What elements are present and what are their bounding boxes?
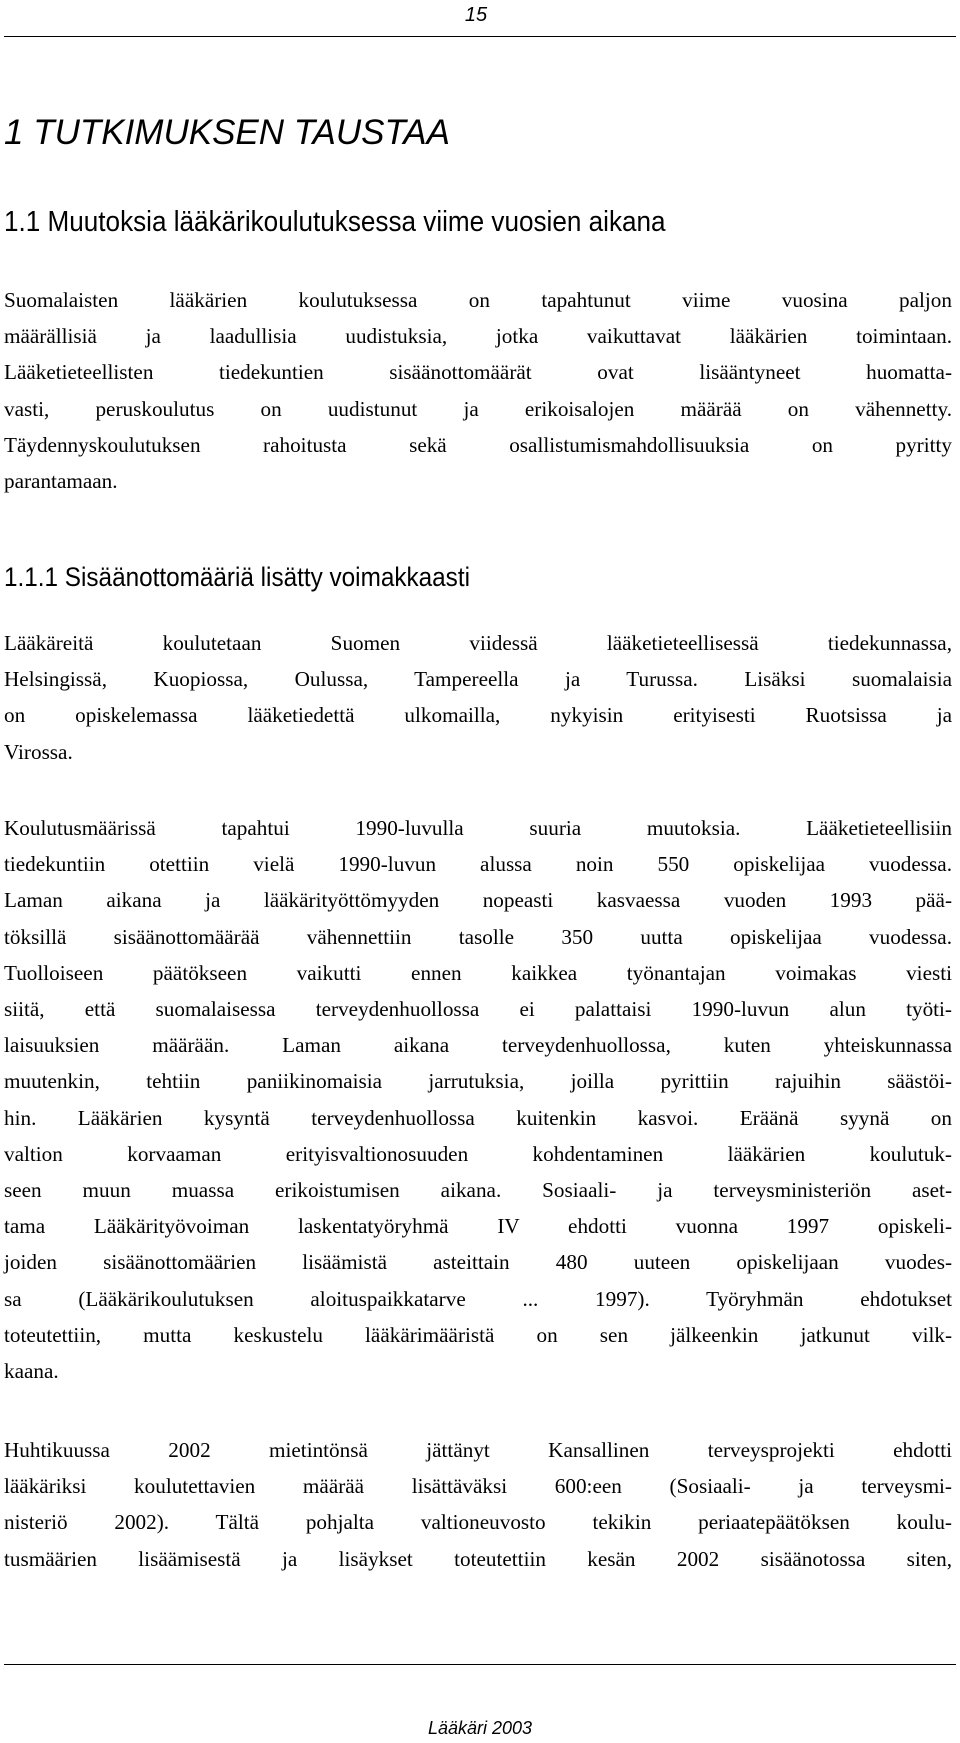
text-line: siitä, että suomalaisessa terveydenhuollossa ei palattaisi 1990-luvun alun työti- <box>4 997 952 1022</box>
text-line: Huhtikuussa 2002 mietintönsä jättänyt Kansallinen terveysprojekti ehdotti <box>4 1438 952 1462</box>
text-line: joiden sisäänottomäärien lisäämistä asteittain 480 uuteen opiskelijaan vuodes- <box>4 1250 952 1275</box>
text-line: on opiskelemassa lääketiedettä ulkomailla, nykyisin erityisesti Ruotsissa ja <box>4 703 952 728</box>
footer-text: Lääkäri 2003 <box>427 1718 533 1738</box>
text-line: Täydennyskoulutuksen rahoitusta sekä osallistumismahdollisuuksia on pyritty <box>4 432 952 457</box>
text-line: vasti, peruskoulutus on uudistunut ja erikoisalojen määrää on vähennetty. <box>4 396 952 421</box>
text-line: Lääketieteellisten tiedekuntien sisäänottomäärät ovat lisääntyneet huomatta- <box>4 360 952 385</box>
text-line: muutenkin, tehtiin paniikinomaisia jarrutuksia, joilla pyrittiin rajuihin säästöi- <box>4 1069 952 1094</box>
text-line: Tuolloiseen päätökseen vaikutti ennen kaikkea työnantajan voimakas viesti <box>4 960 952 985</box>
text-line: hin. Lääkärien kysyntä terveydenhuollossa kuitenkin kasvoi. Eräänä syynä on <box>4 1105 952 1130</box>
text-line: nisteriö 2002). Tältä pohjalta valtioneuvosto tekikin periaatepäätöksen koulu- <box>4 1510 952 1535</box>
paragraph-4 <box>4 1432 952 1577</box>
text-line: laisuuksien määrään. Laman aikana terveydenhuollossa, kuten yhteiskunnassa <box>4 1033 952 1058</box>
text-line: tusmäärien lisäämisestä ja lisäykset toteutettiin kesän 2002 sisäänotossa siten, <box>4 1546 952 1571</box>
text-line: valtion korvaaman erityisvaltionosuuden kohdentaminen lääkärien koulutuk- <box>4 1141 952 1166</box>
text-line: tiedekuntiin otettiin vielä 1990-luvun alussa noin 550 opiskelijaa vuodessa. <box>4 852 952 877</box>
paragraph-1 <box>4 282 952 499</box>
section-heading: 1.1 Muutoksia lääkärikoulutuksessa viime vuosien aikana <box>4 206 666 238</box>
subsection-heading: 1.1.1 Sisäänottomääriä lisätty voimakkaasti <box>4 562 470 592</box>
header-rule <box>4 36 956 37</box>
text-line: Koulutusmäärissä tapahtui 1990-luvulla suuria muutoksia. Lääketieteellisiin <box>4 816 952 840</box>
text-line: Helsingissä, Kuopiossa, Oulussa, Tampereella ja Turussa. Lisäksi suomalaisia <box>4 667 952 692</box>
footer-rule <box>4 1664 956 1665</box>
text-line: seen muun muassa erikoistumisen aikana. Sosiaali- ja terveysministeriön aset- <box>4 1178 952 1203</box>
text-line: parantamaan. <box>4 469 118 494</box>
page-number: 15 <box>464 4 488 26</box>
text-line: toteutettiin, mutta keskustelu lääkärimääristä on sen jälkeenkin jatkunut vilk- <box>4 1322 952 1347</box>
text-line: töksillä sisäänottomäärää vähennettiin tasolle 350 uutta opiskelijaa vuodessa. <box>4 924 952 949</box>
text-line: Suomalaisten lääkärien koulutuksessa on tapahtunut viime vuosina paljon <box>4 288 952 312</box>
paragraph-2 <box>4 625 952 770</box>
paragraph-3 <box>4 810 952 1389</box>
text-line: Virossa. <box>4 739 73 764</box>
text-line: tama Lääkärityövoiman laskentatyöryhmä IV ehdotti vuonna 1997 opiskeli- <box>4 1214 952 1239</box>
text-line: kaana. <box>4 1359 59 1384</box>
text-line: määrällisiä ja laadullisia uudistuksia, jotka vaikuttavat lääkärien toimintaan. <box>4 324 952 349</box>
chapter-heading: 1 TUTKIMUKSEN TAUSTAA <box>4 113 450 152</box>
text-line: sa (Lääkärikoulutuksen aloituspaikkatarve ... 1997). Työryhmän ehdotukset <box>4 1286 952 1311</box>
text-line: lääkäriksi koulutettavien määrää lisättäväksi 600:een (Sosiaali- ja terveysmi- <box>4 1474 952 1499</box>
text-line: Lääkäreitä koulutetaan Suomen viidessä lääketieteellisessä tiedekunnassa, <box>4 631 952 655</box>
text-line: Laman aikana ja lääkärityöttömyyden nopeasti kasvaessa vuoden 1993 pää- <box>4 888 952 913</box>
